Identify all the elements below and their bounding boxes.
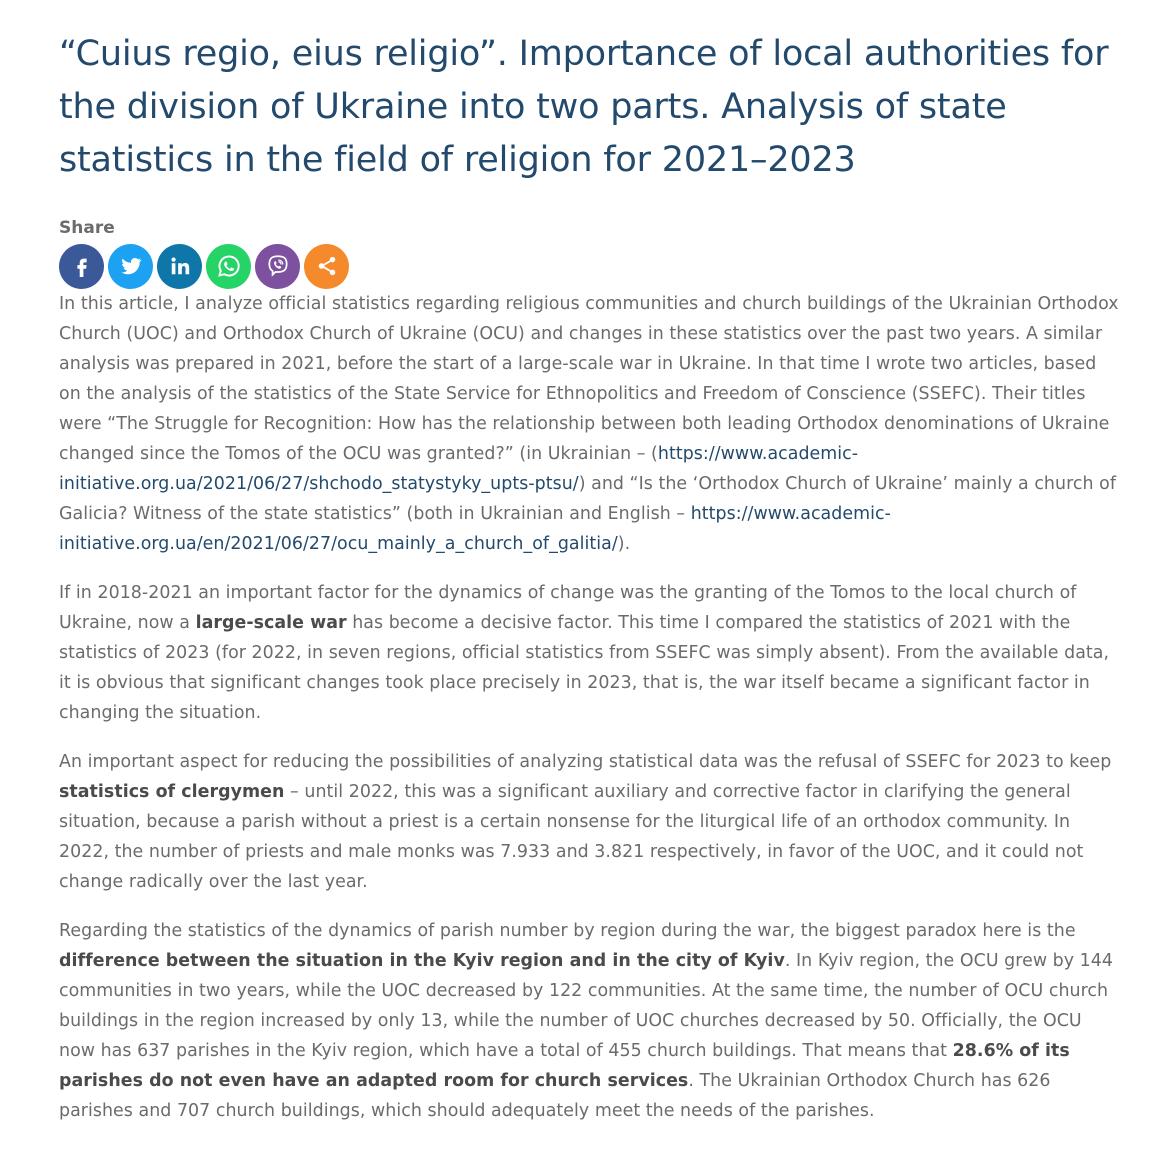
text-span: Regarding the statistics of the dynamics of parish number by region during the war, the biggest paradox here is the xyxy=(59,921,1076,941)
article-title: “Cuius regio, eius religio”. Importance of local authorities for the division of Ukraine into two parts. Analysis of state statistics in the field of religion for 2021–2023 xyxy=(59,34,1109,180)
viber-icon xyxy=(265,253,291,279)
article-container xyxy=(59,28,1119,1126)
more-share-button[interactable] xyxy=(304,244,349,289)
twitter-icon xyxy=(119,254,143,278)
viber-share-button[interactable] xyxy=(255,244,300,289)
paragraph-war-factor xyxy=(59,578,1119,728)
link-article-english[interactable]: https://www.academic-initiative.org.ua/en/2021/06/27/ocu_mainly_a_church_of_galitia/ xyxy=(59,504,891,554)
facebook-share-button[interactable] xyxy=(59,244,104,289)
bold-large-scale-war: large-scale war xyxy=(195,613,347,633)
paragraph-intro xyxy=(59,289,1119,559)
bold-kyiv-difference: difference between the situation in the Kyiv region and in the city of Kyiv xyxy=(59,951,785,971)
text-span: An important aspect for reducing the possibilities of analyzing statistical data was the refusal of SSEFC for 2023 to keep xyxy=(59,752,1112,772)
paragraph-clergy-statistics xyxy=(59,747,1119,897)
link-article-ukrainian[interactable]: https://www.academic-initiative.org.ua/2021/06/27/shchodo_statystyky_upts-ptsu/ xyxy=(59,444,859,494)
article-body xyxy=(59,289,1119,1126)
share-icon xyxy=(316,255,338,277)
share-buttons xyxy=(59,243,1119,289)
facebook-icon xyxy=(71,255,93,277)
share-label: Share xyxy=(59,218,115,238)
text-span: . In Kyiv region, the OCU grew by 144 communities in two years, while the UOC decreased by 122 communities. At the same time, the number of OCU church buildings in the region increased by only 13, while the number of UOC churches decreased by 50. Officially, the OCU now has 637 parishes in the Kyiv region, which have a total of 455 church buildings. That means that xyxy=(59,951,1114,1061)
text-span: If in 2018-2021 an important factor for the dynamics of change was the granting of the Tomos to the local church of Ukraine, now a xyxy=(59,583,1077,633)
paragraph-kyiv-region xyxy=(59,916,1119,1126)
bold-parish-percentage: 28.6% of its parishes do not even have an adapted room for church services xyxy=(59,1041,1070,1091)
twitter-share-button[interactable] xyxy=(108,244,153,289)
linkedin-icon xyxy=(169,255,191,277)
text-span: ). xyxy=(617,534,631,554)
text-span: ) and “Is the ‘Orthodox Church of Ukraine’ mainly a church of Galicia? Witness of the state statistics” (both in Ukrainian and English – xyxy=(59,474,1117,524)
text-span: – until 2022, this was a significant auxiliary and corrective factor in clarifying the general situation, because a parish without a priest is a certain nonsense for the liturgical life of an orthodox community. In 2022, the number of priests and male monks was 7.933 and 3.821 respectively, in favor of the UOC, and it could not change radically over the last year. xyxy=(59,782,1084,892)
whatsapp-share-button[interactable] xyxy=(206,244,251,289)
text-span: . The Ukrainian Orthodox Church has 626 parishes and 707 church buildings, which should adequately meet the needs of the parishes. xyxy=(59,1071,1051,1121)
text-span: has become a decisive factor. This time I compared the statistics of 2021 with the statistics of 2023 (for 2022, in seven regions, official statistics from SSEFC was simply absent). From the available data, it is obvious that significant changes took place precisely in 2023, that is, the war itself became a significant factor in changing the situation. xyxy=(59,613,1110,723)
linkedin-share-button[interactable] xyxy=(157,244,202,289)
whatsapp-icon xyxy=(216,253,242,279)
bold-statistics-of-clergymen: statistics of clergymen xyxy=(59,782,285,802)
text-span: In this article, I analyze official statistics regarding religious communities and church buildings of the Ukrainian Orthodox Church (UOC) and Orthodox Church of Ukraine (OCU) and changes in these statistics over the past two years. A similar analysis was prepared in 2021, before the start of a large-scale war in Ukraine. In that time I wrote two articles, based on the analysis of the statistics of the State Service for Ethnopolitics and Freedom of Conscience (SSEFC). Their titles were “The Struggle for Recognition: How has the relationship between both leading Orthodox denominations of Ukraine changed since the Tomos of the OCU was granted?” (in Ukrainian – ( xyxy=(59,294,1119,464)
